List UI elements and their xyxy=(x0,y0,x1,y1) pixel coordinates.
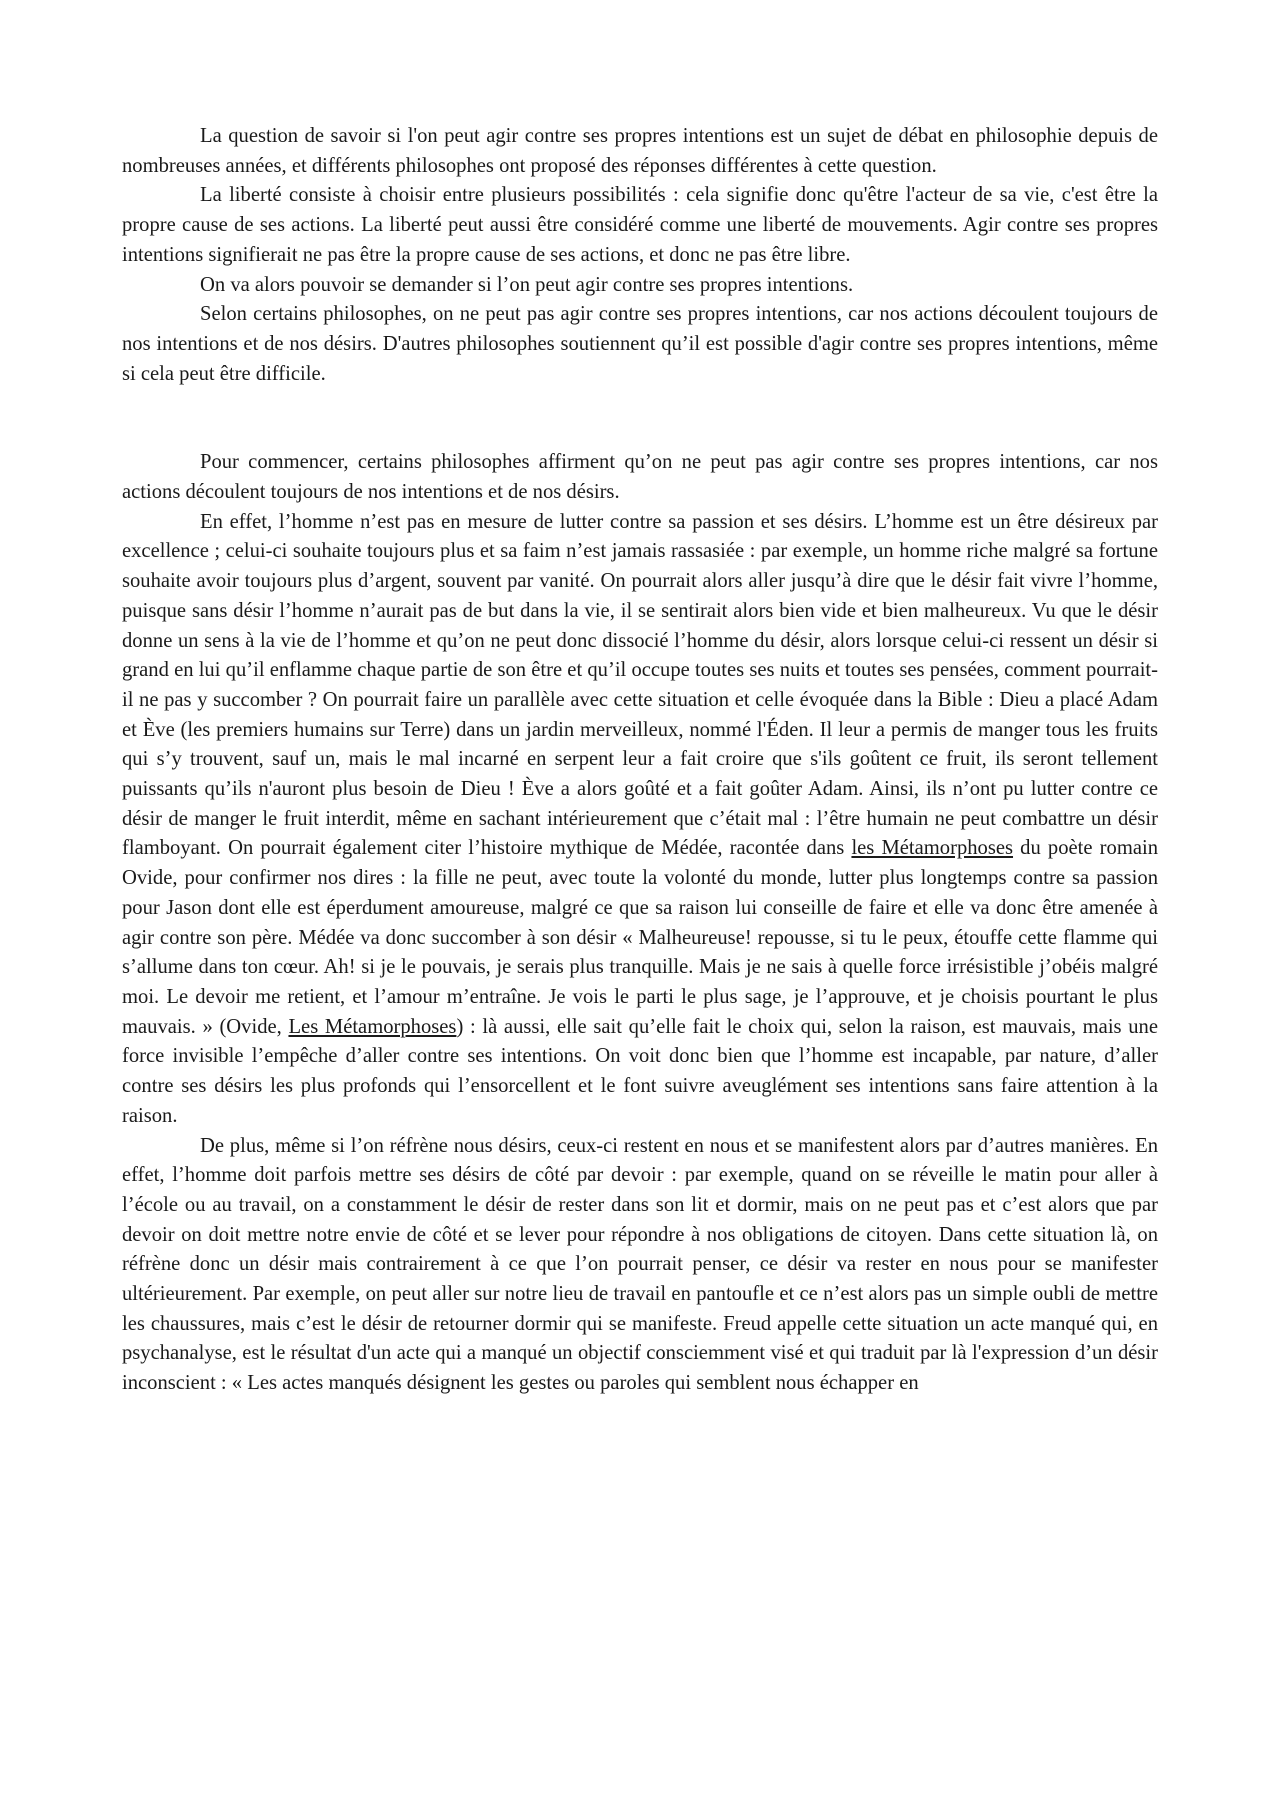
book-title-metamorphoses: les Métamorphoses xyxy=(851,837,1014,860)
introduction-section xyxy=(122,122,1158,389)
first-part-section xyxy=(122,448,1158,1399)
book-title-metamorphoses-citation: Les Métamorphoses xyxy=(288,1015,457,1038)
intro-paragraph-4: Selon certains philosophes, on ne peut pas agir contre ses propres intentions, car nos actions découlent toujours de nos intentions et de nos désirs. D'autres philosophes soutiennent qu’il est possible d'agir contre ses propres intentions, même si cela peut être difficile. xyxy=(122,303,1158,385)
section-spacer xyxy=(122,389,1158,448)
document-page xyxy=(122,122,1158,1399)
part1-paragraph-1: Pour commencer, certains philosophes affirment qu’on ne peut pas agir contre ses propres intentions, car nos actions découlent toujours de nos intentions et de nos désirs. xyxy=(122,451,1158,504)
part1-paragraph-3: De plus, même si l’on réfrène nous désirs, ceux-ci restent en nous et se manifestent alors par d’autres manières. En effet, l’homme doit parfois mettre ses désirs de côté par devoir : par exemple, quand on se réveille le matin pour aller à l’école ou au travail, on a constamment le désir de rester dans son lit et dormir, mais on ne peut pas et c’est alors que par devoir on doit mettre notre envie de côté et se lever pour répondre à nos obligations de citoyen. Dans cette situation là, on réfrène donc un désir mais contrairement à ce que l’on pourrait penser, ce désir va rester en nous pour se manifester ultérieurement. Par exemple, on peut aller sur notre lieu de travail en pantoufle et ce n’est alors pas un simple oubli de mettre les chaussures, mais c’est le désir de retourner dormir qui se manifeste. Freud appelle cette situation un acte manqué qui, en psychanalyse, est le résultat d'un acte qui a manqué un objectif consciemment visé et qui traduit par là l'expression d’un désir inconscient : « Les actes manqués désignent les gestes ou paroles qui semblent nous échapper en xyxy=(122,1134,1158,1395)
intro-paragraph-2: La liberté consiste à choisir entre plusieurs possibilités : cela signifie donc qu'être l'acteur de sa vie, c'est être la propre cause de ses actions. La liberté peut aussi être considéré comme une liberté de mouvements. Agir contre ses propres intentions signifierait ne pas être la propre cause de ses actions, et donc ne pas être libre. xyxy=(122,184,1158,266)
part1-paragraph-2 xyxy=(122,508,1158,1132)
intro-paragraph-3: On va alors pouvoir se demander si l’on peut agir contre ses propres intentions. xyxy=(200,273,854,296)
part1-paragraph-2-text-b: du poète romain Ovide, pour confirmer nos dires : la fille ne peut, avec toute la volonté du monde, lutter plus longtemps contre sa passion pour Jason dont elle est éperdument amoureuse, malgré ce que sa raison lui conseille de faire et elle va donc être amenée à agir contre son père. Médée va donc succomber à son désir « Malheureuse! repousse, si tu le peux, étouffe cette flamme qui s’allume dans ton cœur. Ah! si je le pouvais, je serais plus tranquille. Mais je ne sais à quelle force irrésistible j’obéis malgré moi. Le devoir me retient, et l’amour m’entraîne. Je vois le parti le plus sage, je l’approuve, et je choisis pourtant le plus mauvais. » (Ovide, xyxy=(122,837,1158,1038)
intro-paragraph-1: La question de savoir si l'on peut agir contre ses propres intentions est un sujet de débat en philosophie depuis de nombreuses années, et différents philosophes ont proposé des réponses différentes à cette question. xyxy=(122,125,1158,177)
part1-paragraph-2-text-a: En effet, l’homme n’est pas en mesure de lutter contre sa passion et ses désirs. L’homme est un être désireux par excellence ; celui-ci souhaite toujours plus et sa faim n’est jamais rassasiée : par exemple, un homme riche malgré sa fortune souhaite avoir toujours plus d’argent, souvent par vanité. On pourrait alors aller jusqu’à dire que le désir fait vivre l’homme, puisque sans désir l’homme n’aurait pas de but dans la vie, il se sentirait alors bien vide et bien malheureux. Vu que le désir donne un sens à la vie de l’homme et qu’on ne peut donc dissocié l’homme du désir, alors lorsque celui-ci ressent un désir si grand en lui qu’il enflamme chaque partie de son être et qu’il occupe toutes ses nuits et toutes ses pensées, comment pourrait-il ne pas y succomber ? On pourrait faire un parallèle avec cette situation et celle évoquée dans la Bible : Dieu a placé Adam et Ève (les premiers humains sur Terre) dans un jardin merveilleux, nommé l'Éden. Il leur a permis de manger tous les fruits qui s’y trouvent, sauf un, mais le mal incarné en serpent leur a fait croire que s'ils goûtent ce fruit, ils seront tellement puissants qu’ils n'auront plus besoin de Dieu ! Ève a alors goûté et a fait goûter Adam. Ainsi, ils n’ont pu lutter contre ce désir de manger le fruit interdit, même en sachant intérieurement que c’était mal : l’être humain ne peut combattre un désir flamboyant. On pourrait également citer l’histoire mythique de Médée, racontée dans xyxy=(122,510,1158,860)
part1-paragraph-2-text-c: ) : là aussi, elle sait qu’elle fait le choix qui, selon la raison, est mauvais, mais une force invisible l’empêche d’aller contre ses intentions. On voit donc bien que l’homme est incapable, par nature, d’aller contre ses désirs les plus profonds qui l’ensorcellent et le font suivre aveuglément ses intentions sans faire attention à la raison. xyxy=(122,1015,1158,1127)
